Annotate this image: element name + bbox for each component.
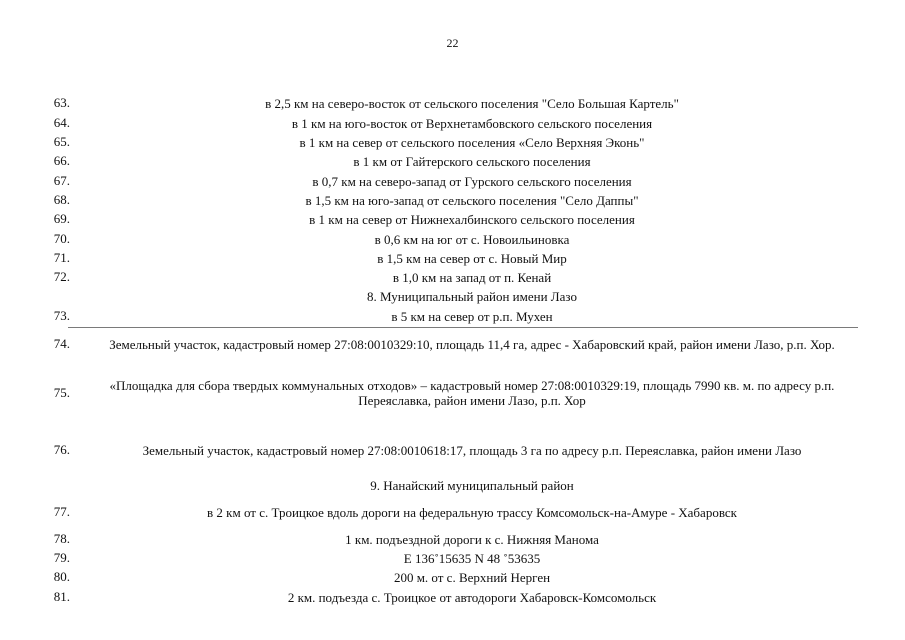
section-heading-nanai: 9. Нанайский муниципальный район: [370, 478, 574, 493]
row-number: 64.: [53, 115, 70, 130]
row-number: 68.: [53, 192, 70, 207]
table-row: [0, 269, 905, 285]
row-text: в 2 км от с. Троицкое вдоль дороги на федеральную трассу Комсомольск-на-Амуре - Хабаровск: [207, 504, 737, 520]
row-number: 78.: [53, 531, 70, 546]
row-text: 200 м. от с. Верхний Нерген: [393, 569, 551, 585]
table-row: [0, 308, 905, 324]
row-text: 2 км. подъезда с. Троицкое от автодороги Хабаровск-Комсомольск: [287, 589, 657, 605]
table-row: [0, 95, 905, 111]
row-text: 1 км. подъездной дороги к с. Нижняя Манома: [345, 531, 599, 547]
row-number: 72.: [53, 269, 70, 284]
table-row: [0, 328, 905, 360]
row-text: Земельный участок, кадастровый номер 27:08:0010329:10, площадь 11,4 га, адрес - Хабаровский край, район имени Лазо, р.п. Хор.: [109, 336, 835, 352]
row-text: в 1,5 км на север от с. Новый Мир: [377, 250, 567, 266]
table-row: [0, 231, 905, 247]
row-number: 66.: [53, 153, 70, 168]
row-number: 75.: [53, 385, 70, 400]
table-row: [0, 192, 905, 208]
row-number: 77.: [53, 504, 70, 519]
table-row: [0, 173, 905, 189]
table-row: [0, 250, 905, 266]
row-text: в 2,5 км на северо-восток от сельского поселения "Село Большая Картель": [265, 95, 679, 111]
row-number: 80.: [53, 569, 70, 584]
row-text: в 1 км на север от сельского поселения «Село Верхняя Эконь": [299, 134, 645, 150]
table-row: [0, 589, 905, 605]
row-text: в 0,6 км на юг от с. Новоильиновка: [374, 231, 570, 247]
row-number: 81.: [53, 589, 70, 604]
table-row: [0, 153, 905, 169]
row-number: 70.: [53, 231, 70, 246]
row-text: «Площадка для сбора твердых коммунальных отходов» – кадастровый номер 27:08:0010329:19, площадь 7990 кв. м. по адресу р.п. Переяславка, район имени Лазо, р.п. Хор: [109, 378, 835, 408]
table-row: [0, 442, 905, 458]
row-text: Земельный участок, кадастровый номер 27:08:0010618:17, площадь 3 га по адресу р.п. Переяславка, район имени Лазо: [142, 442, 802, 458]
row-number: 73.: [53, 308, 70, 323]
row-text: в 1 км от Гайтерского сельского поселения: [353, 153, 591, 169]
row-number: 67.: [53, 173, 70, 188]
row-number: 71.: [53, 250, 70, 265]
row-number: 69.: [53, 211, 70, 226]
table-row: [0, 531, 905, 547]
row-number: 63.: [53, 95, 70, 110]
page-number: 22: [446, 36, 459, 50]
table-row: [0, 504, 905, 520]
table-row: [0, 378, 905, 408]
table-row: [0, 211, 905, 227]
table-row: [0, 569, 905, 585]
row-number: 76.: [53, 442, 70, 457]
row-text: в 5 км на север от р.п. Мухен: [391, 308, 553, 324]
row-number: 65.: [53, 134, 70, 149]
row-number: 79.: [53, 550, 70, 565]
table-row: [0, 134, 905, 150]
row-number: 74.: [53, 336, 70, 351]
row-text: в 1 км на север от Нижнехалбинского сельского поселения: [309, 211, 635, 227]
row-text: в 1 км на юго-восток от Верхнетамбовского сельского поселения: [291, 115, 653, 131]
table-row: [0, 550, 905, 566]
row-text: в 1,0 км на запад от п. Кенай: [392, 269, 552, 285]
table-row: [0, 115, 905, 131]
row-text: в 1,5 км на юго-запад от сельского поселения "Село Даппы": [305, 192, 639, 208]
row-text: в 0,7 км на северо-запад от Гурского сельского поселения: [312, 173, 632, 189]
section-heading-lazo: 8. Муниципальный район имени Лазо: [367, 289, 577, 304]
row-text: Е 136˚15635 N 48 ˚53635: [403, 550, 541, 566]
